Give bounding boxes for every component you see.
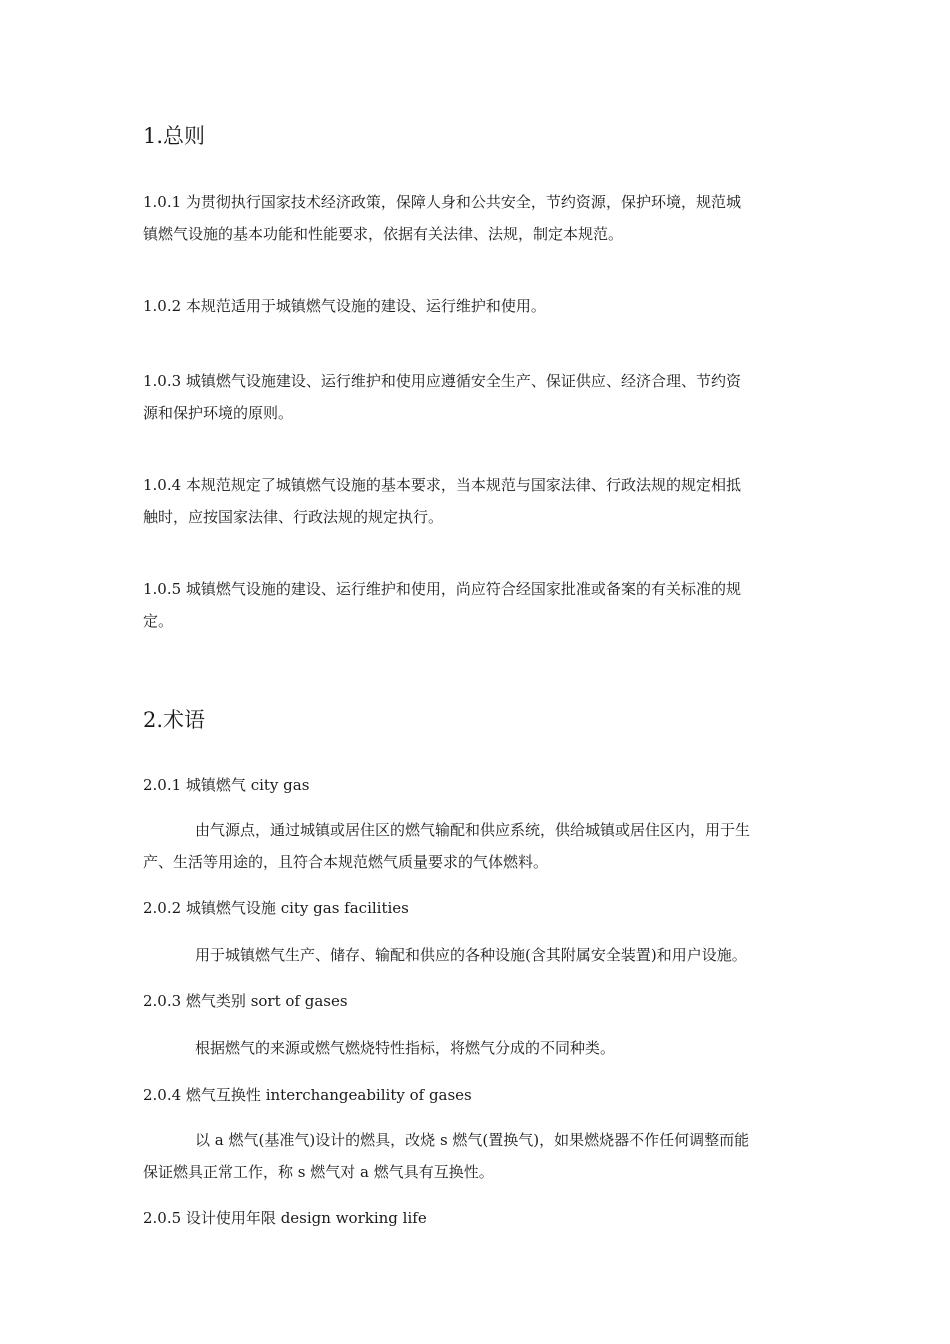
definition-line: 保证燃具正常工作，称 s 燃气对 a 燃气具有互换性。 bbox=[143, 1163, 494, 1181]
definition-line: 由气源点，通过城镇或居住区的燃气输配和供应系统，供给城镇或居住区内，用于生 bbox=[195, 821, 751, 839]
definition-line: 以 a 燃气(基准气)设计的燃具，改烧 s 燃气(置换气)，如果燃烧器不作任何调整而能 bbox=[195, 1131, 750, 1149]
clause-line: 1.0.2 本规范适用于城镇燃气设施的建设、运行维护和使用。 bbox=[143, 297, 546, 315]
term-2-0-3-definition bbox=[143, 1032, 813, 1064]
definition-line: 根据燃气的来源或燃气燃烧特性指标，将燃气分成的不同种类。 bbox=[195, 1039, 616, 1057]
clause-line: 触时，应按国家法律、行政法规的规定执行。 bbox=[143, 508, 444, 526]
clause-line: 1.0.5 城镇燃气设施的建设、运行维护和使用，尚应符合经国家批准或备案的有关标准的规 bbox=[143, 580, 741, 598]
term-2-0-2-title: 2.0.2 城镇燃气设施 city gas facilities bbox=[143, 899, 409, 917]
clause-1-0-2 bbox=[143, 290, 813, 322]
term-2-0-4-definition bbox=[143, 1124, 813, 1188]
clause-line: 定。 bbox=[143, 612, 174, 630]
term-2-0-4-title: 2.0.4 燃气互换性 interchangeability of gases bbox=[143, 1086, 472, 1104]
term-2-0-2-definition bbox=[143, 939, 813, 971]
clause-line: 1.0.4 本规范规定了城镇燃气设施的基本要求，当本规范与国家法律、行政法规的规定相抵 bbox=[143, 476, 741, 494]
definition-line: 产、生活等用途的，且符合本规范燃气质量要求的气体燃料。 bbox=[143, 853, 549, 871]
definition-line: 用于城镇燃气生产、储存、输配和供应的各种设施(含其附属安全装置)和用户设施。 bbox=[195, 946, 747, 964]
clause-line: 镇燃气设施的基本功能和性能要求，依据有关法律、法规，制定本规范。 bbox=[143, 225, 624, 243]
clause-line: 1.0.3 城镇燃气设施建设、运行维护和使用应遵循安全生产、保证供应、经济合理、节约资 bbox=[143, 372, 741, 390]
term-2-0-3-title: 2.0.3 燃气类别 sort of gases bbox=[143, 992, 348, 1010]
term-2-0-1-definition bbox=[143, 814, 813, 878]
clause-1-0-3 bbox=[143, 365, 813, 429]
clause-1-0-4 bbox=[143, 469, 813, 533]
clause-line: 1.0.1 为贯彻执行国家技术经济政策，保障人身和公共安全，节约资源，保护环境，规范城 bbox=[143, 193, 741, 211]
clause-1-0-1 bbox=[143, 186, 813, 250]
term-2-0-1-title: 2.0.1 城镇燃气 city gas bbox=[143, 776, 310, 794]
section-1-heading: 1.总则 bbox=[143, 124, 206, 148]
clause-1-0-5 bbox=[143, 573, 813, 637]
term-2-0-5-title: 2.0.5 设计使用年限 design working life bbox=[143, 1209, 427, 1227]
section-2-heading: 2.术语 bbox=[143, 708, 206, 732]
clause-line: 源和保护环境的原则。 bbox=[143, 404, 294, 422]
